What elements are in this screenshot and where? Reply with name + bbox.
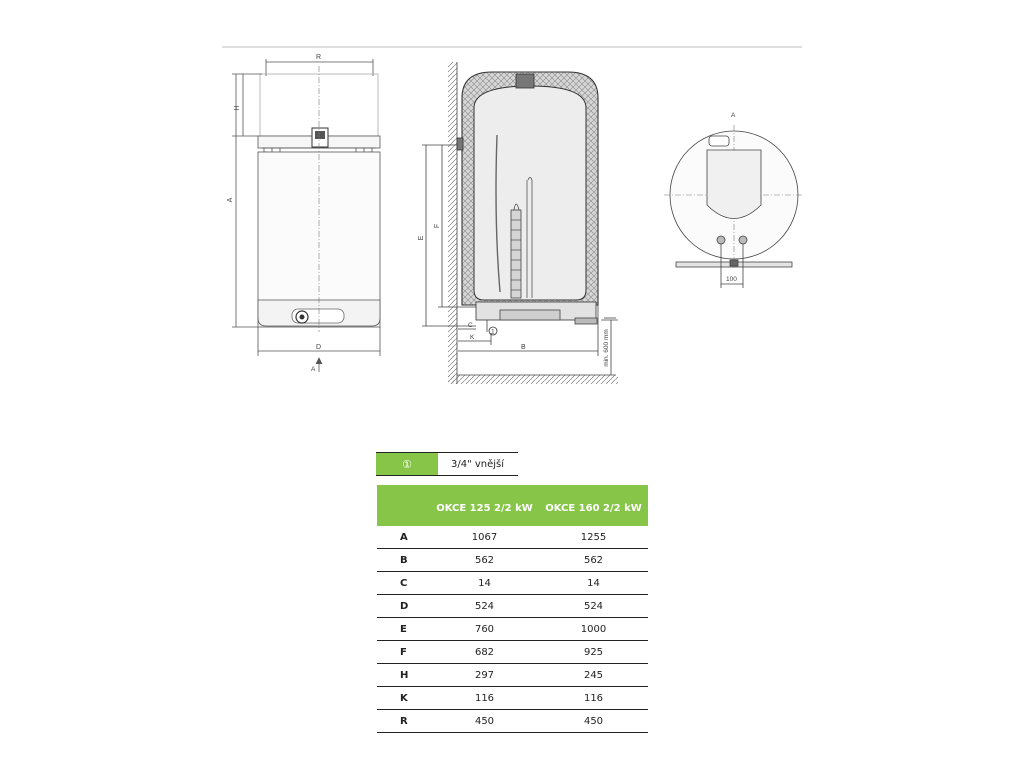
label-K: K — [470, 334, 475, 341]
label-D: D — [316, 344, 322, 351]
row-label: D — [377, 595, 430, 618]
label-R: R — [316, 54, 322, 61]
table-row — [377, 710, 648, 733]
cell-value: 1255 — [539, 526, 648, 549]
row-label: E — [377, 618, 430, 641]
row-label: K — [377, 687, 430, 710]
table-row — [377, 618, 648, 641]
cell-value: 450 — [430, 710, 539, 733]
cell-value: 524 — [430, 595, 539, 618]
front-view — [232, 59, 380, 372]
cell-value: 1067 — [430, 526, 539, 549]
legend-text: 3/4" vnější — [438, 453, 518, 476]
cell-value: 116 — [539, 687, 648, 710]
label-min-clearance: min. 600 mm — [603, 329, 610, 367]
table-header-blank — [377, 485, 430, 526]
cell-value: 245 — [539, 664, 648, 687]
cell-value: 14 — [539, 572, 648, 595]
table-header-col-2: OKCE 160 2/2 kW — [539, 485, 648, 526]
row-label: F — [377, 641, 430, 664]
cell-value: 116 — [430, 687, 539, 710]
cell-value: 682 — [430, 641, 539, 664]
label-C: C — [468, 322, 473, 329]
table-header-row — [377, 485, 648, 526]
legend-symbol: ① — [376, 453, 438, 476]
table-row — [377, 687, 648, 710]
table-header-col-1: OKCE 125 2/2 kW — [430, 485, 539, 526]
cell-value: 562 — [430, 549, 539, 572]
cell-value: 524 — [539, 595, 648, 618]
label-F: F — [434, 223, 441, 229]
cell-value: 562 — [539, 549, 648, 572]
row-label: A — [377, 526, 430, 549]
cell-value: 1000 — [539, 618, 648, 641]
cell-value: 760 — [430, 618, 539, 641]
table-row — [377, 572, 648, 595]
table-row — [377, 595, 648, 618]
connection-legend — [376, 452, 518, 476]
cell-value: 14 — [430, 572, 539, 595]
label-view-arrow: A — [311, 366, 316, 373]
table-row — [377, 549, 648, 572]
table-row — [377, 664, 648, 687]
row-label: C — [377, 572, 430, 595]
row-label: B — [377, 549, 430, 572]
row-label: H — [377, 664, 430, 687]
label-B: B — [521, 344, 526, 351]
table-row — [377, 641, 648, 664]
dimension-table — [377, 485, 648, 733]
cell-value: 450 — [539, 710, 648, 733]
cell-value: 925 — [539, 641, 648, 664]
row-label: R — [377, 710, 430, 733]
label-E: E — [418, 235, 425, 241]
label-dim-100: 100 — [726, 276, 737, 283]
cell-value: 297 — [430, 664, 539, 687]
label-H: H — [234, 105, 241, 111]
label-A: A — [227, 197, 234, 203]
section-view — [422, 62, 618, 384]
label-circle-1: 1 — [491, 328, 495, 336]
label-view-A: A — [731, 112, 736, 119]
table-row — [377, 526, 648, 549]
bottom-view — [664, 125, 804, 288]
